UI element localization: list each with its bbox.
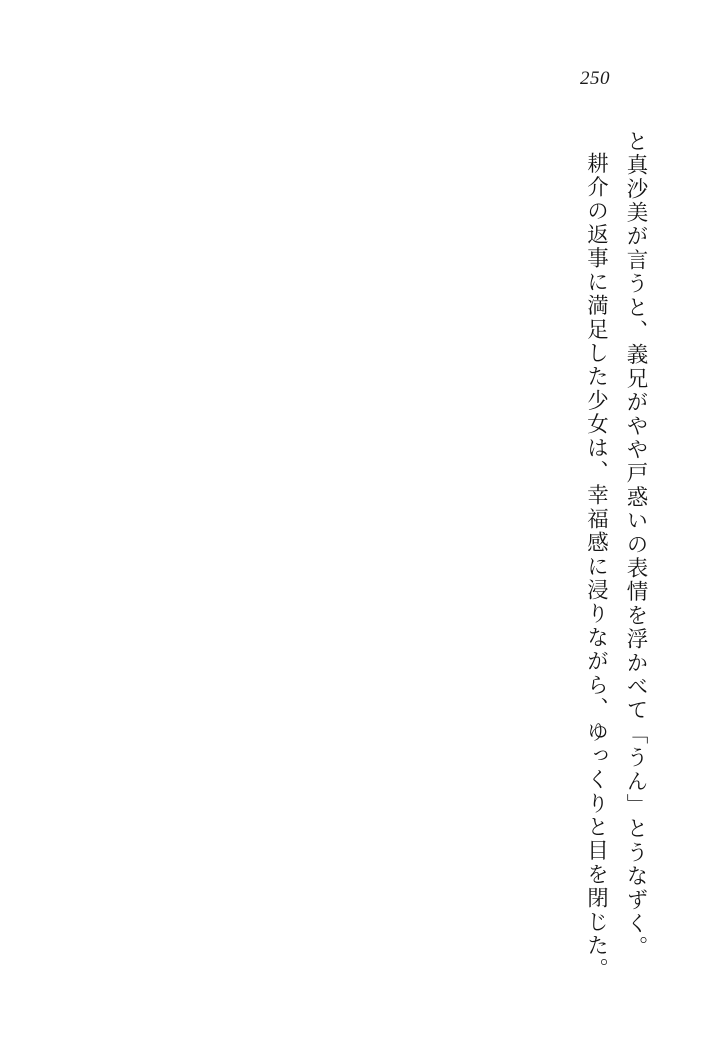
vertical-text-block (583, 130, 648, 982)
text-column-1: 耕介の返事に満足した少女は、幸福感に浸りながら、ゆっくりと目を閉じた。 (583, 152, 609, 982)
page-number: 250 (580, 68, 610, 89)
text-column-2: と真沙美が言うと、義兄がやや戸惑いの表情を浮かべて「うん」とうなずく。 (623, 130, 648, 960)
